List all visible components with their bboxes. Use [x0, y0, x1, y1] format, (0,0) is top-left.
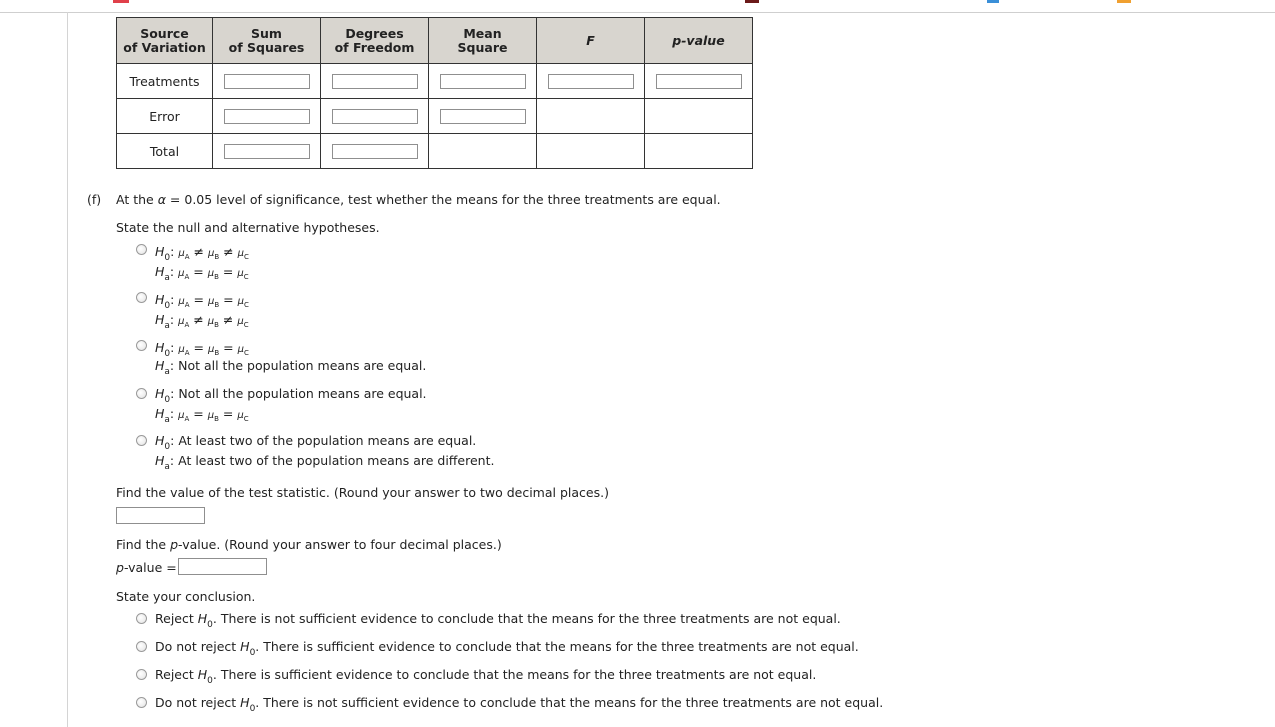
part-f-instruction: At the α = 0.05 level of significance, test whether the means for the three treatments are equal. — [116, 192, 721, 207]
error-ms-input[interactable] — [440, 109, 526, 124]
row-label-treatments: Treatments — [117, 64, 213, 99]
anova-header-row — [117, 18, 753, 64]
option-2-ha: $H_a$: $\mu_A \ne \mu_B \ne \mu_C$ — [155, 312, 249, 331]
header-sum-of-squares: Sum of Squares — [213, 18, 321, 64]
empty-cell — [537, 134, 645, 169]
conclusion-option-1-radio[interactable] — [136, 613, 147, 624]
treatments-df-input[interactable] — [332, 74, 418, 89]
hypotheses-prompt: State the null and alternative hypotheses. — [116, 220, 380, 235]
empty-cell — [645, 99, 753, 134]
hypothesis-option-5-radio[interactable] — [136, 435, 147, 446]
header-p-value: p-value — [645, 18, 753, 64]
option-5-h0: $H_0$: At least two of the population means are equal. — [155, 433, 477, 452]
pvalue-input[interactable] — [178, 558, 267, 575]
conclusion-option-3-text: Reject $H_0$. There is sufficient evidence to conclude that the means for the three treatments are not equal. — [155, 667, 817, 686]
empty-cell — [645, 134, 753, 169]
row-label-total: Total — [117, 134, 213, 169]
conclusion-option-4-radio[interactable] — [136, 697, 147, 708]
option-5-ha: $H_a$: At least two of the population means are different. — [155, 453, 495, 472]
option-2-h0: $H_0$: $\mu_A = \mu_B = \mu_C$ — [155, 292, 249, 311]
content-left-border — [67, 12, 68, 727]
test-statistic-input[interactable] — [116, 507, 205, 524]
error-ss-input[interactable] — [224, 109, 310, 124]
header-degrees-of-freedom: Degrees of Freedom — [321, 18, 429, 64]
table-row-error — [117, 99, 753, 134]
hypothesis-option-1-radio[interactable] — [136, 244, 147, 255]
conclusion-option-2-radio[interactable] — [136, 641, 147, 652]
total-ss-input[interactable] — [224, 144, 310, 159]
top-toolbar-strip — [0, 0, 1275, 13]
conclusion-option-1-text: Reject $H_0$. There is not sufficient evidence to conclude that the means for the three treatments are not equal. — [155, 611, 841, 630]
treatments-pvalue-input[interactable] — [656, 74, 742, 89]
hypothesis-option-4-radio[interactable] — [136, 388, 147, 399]
error-df-input[interactable] — [332, 109, 418, 124]
table-row-treatments — [117, 64, 753, 99]
option-3-h0: $H_0$: $\mu_A = \mu_B = \mu_C$ — [155, 340, 249, 359]
part-f-label: (f) — [87, 192, 102, 207]
alpha-symbol: α — [157, 192, 166, 207]
header-mean-square: Mean Square — [429, 18, 537, 64]
toolbar-mark-orange — [1117, 0, 1131, 3]
pvalue-label: p-value = — [116, 560, 177, 575]
treatments-ss-input[interactable] — [224, 74, 310, 89]
conclusion-option-4-text: Do not reject $H_0$. There is not sufficient evidence to conclude that the means for the three treatments are not equal. — [155, 695, 884, 714]
conclusion-prompt: State your conclusion. — [116, 589, 256, 604]
conclusion-option-3-radio[interactable] — [136, 669, 147, 680]
option-4-h0: $H_0$: Not all the population means are equal. — [155, 386, 427, 405]
hypothesis-option-2-radio[interactable] — [136, 292, 147, 303]
row-label-error: Error — [117, 99, 213, 134]
empty-cell — [429, 134, 537, 169]
option-1-h0: $H_0$: $\mu_A \ne \mu_B \ne \mu_C$ — [155, 244, 249, 263]
treatments-ms-input[interactable] — [440, 74, 526, 89]
header-source: Source of Variation — [117, 18, 213, 64]
option-4-ha: $H_a$: $\mu_A = \mu_B = \mu_C$ — [155, 406, 249, 425]
table-row-total — [117, 134, 753, 169]
conclusion-option-2-text: Do not reject $H_0$. There is sufficient evidence to conclude that the means for the three treatments are not equal. — [155, 639, 859, 658]
empty-cell — [537, 99, 645, 134]
anova-table — [116, 17, 753, 169]
header-f: F — [537, 18, 645, 64]
option-3-ha: $H_a$: Not all the population means are equal. — [155, 358, 427, 377]
total-df-input[interactable] — [332, 144, 418, 159]
option-1-ha: $H_a$: $\mu_A = \mu_B = \mu_C$ — [155, 264, 249, 283]
toolbar-mark-dark — [745, 0, 759, 3]
toolbar-mark-blue — [987, 0, 999, 3]
treatments-f-input[interactable] — [548, 74, 634, 89]
toolbar-mark-red — [113, 0, 129, 3]
test-statistic-prompt: Find the value of the test statistic. (Round your answer to two decimal places.) — [116, 485, 609, 500]
hypothesis-option-3-radio[interactable] — [136, 340, 147, 351]
pvalue-prompt: Find the p-value. (Round your answer to four decimal places.) — [116, 537, 502, 552]
